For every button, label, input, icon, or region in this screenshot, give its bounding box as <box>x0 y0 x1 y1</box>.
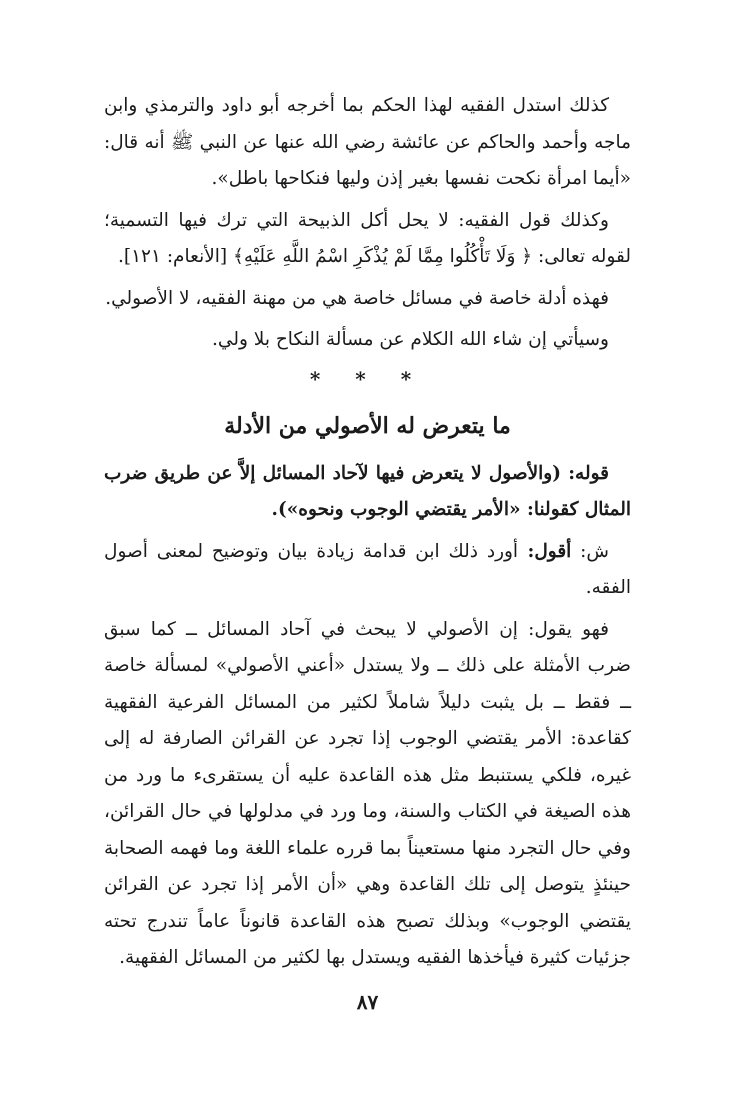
commentary-say-label: أقول: <box>518 540 572 562</box>
paragraph-specific-evidence: فهذه أدلة خاصة في مسائل خاصة هي من مهنة الفقيه، لا الأصولي. <box>105 287 609 309</box>
quote-lead: قوله: <box>560 462 609 484</box>
paragraph-quran-evidence: وكذلك قول الفقيه: لا يحل أكل الذبيحة التي ترك فيها التسمية؛ لقوله تعالى: ﴿ وَلَا تَأْكُلُوا مِمَّا لَمْ يُذْكَرِ اسْمُ اللَّهِ عَلَيْهِ﴾ [الأنعام: ١٢١]. <box>104 209 631 267</box>
paragraph-commentary-main: فهو يقول: إن الأصولي لا يبحث في آحاد المسائل ــ كما سبق ضرب الأمثلة على ذلك ــ ولا يستدل «أعني الأصولي» لمسألة خاصة ــ فقط ــ بل يثبت دليلاً شاملاً لكثير من المسائل الفرعية الفقهية كقاعدة: الأمر يقتضي الوجوب إذا تجرد عن القرائن الصارفة له إلى غيره، فلكي يستنبط مثل هذه القاعدة عليه أن يستقرىء ما ورد من هذه الصيغة في الكتاب والسنة، وما ورد في مدلولها في حال القرائن، وفي حال التجرد منها مستعيناً بما قرره علماء اللغة وما فهمه الصحابة حينئذٍ يتوصل إلى تلك القاعدة وهي «أن الأمر إذا تجرد عن القرائن يقتضي الوجوب» وبذلك تصبح هذه القاعدة قانوناً عاماً تندرج تحته جزئيات كثيرة فيأخذها الفقيه ويستدل بها لكثير من المسائل الفقهية. <box>104 618 631 968</box>
section-divider-asterisks: * * * <box>309 366 426 391</box>
commentary-body: أورد ذلك ابن قدامة زيادة بيان وتوضيح لمعنى أصول الفقه. <box>104 540 631 598</box>
paragraph-forthcoming-note: وسيأتي إن شاء الله الكلام عن مسألة النكاح بلا ولي. <box>212 329 609 350</box>
commentary-lead: ش: <box>571 540 609 562</box>
page-number: ٨٧ <box>356 990 379 1014</box>
quote-body: (والأصول لا يتعرض فيها لآحاد المسائل إلاَّ عن طريق ضرب المثال كقولنا: «الأمر يقتضي الوجوب ونحوه»). <box>104 462 631 520</box>
section-heading: ما يتعرض له الأصولي من الأدلة <box>224 412 511 439</box>
paragraph-quoted-text <box>104 456 631 529</box>
paragraph-commentary-intro <box>104 534 631 607</box>
paragraph-hadith-evidence: كذلك استدل الفقيه لهذا الحكم بما أخرجه أبو داود والترمذي وابن ماجه وأحمد والحاكم عن عائشة رضي الله عنها عن النبي ﷺ أنه قال: «أيما امرأة نكحت نفسها بغير إذن وليها فنكاحها باطل». <box>104 95 631 189</box>
